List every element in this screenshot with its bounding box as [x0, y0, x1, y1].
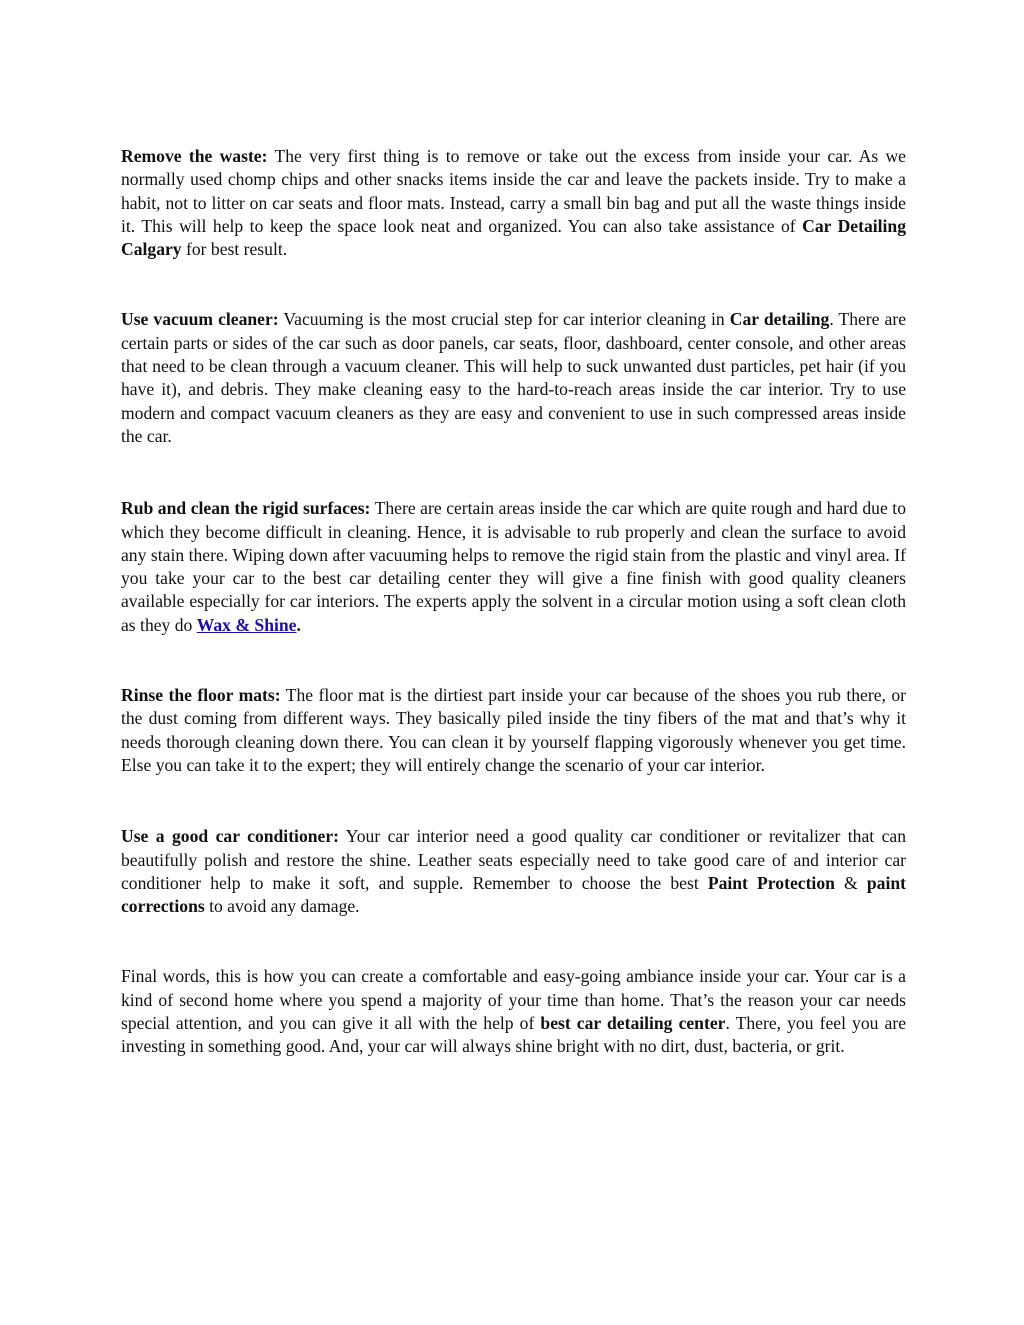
paragraph-text: There are certain areas inside the car which are quite rough and hard due to which they become difficult in cleaning. Hence, it is advisable to rub properly and clean the surface to avoid any stain there. Wiping down after vacuuming helps to remove the rigid stain from the plastic and vinyl area. If you take your car to the best car detailing center they will give a fine finish with good quality cleaners available especially for car interiors. The experts apply the solvent in a circular motion using a soft clean cloth as they do: [121, 498, 906, 635]
section-heading: Remove the waste:: [121, 146, 268, 166]
paragraph-rigid-surfaces: [121, 497, 906, 637]
document-page: [121, 145, 906, 1106]
paragraph-floor-mats: [121, 684, 906, 777]
paragraph-text: Your car interior need a good quality car conditioner or revitalizer that can beautifully polish and restore the shine. Leather seats especially need to take good care of and interior car conditioner help to make it soft, and supple. Remember to choose the best: [121, 826, 906, 893]
paragraph-text: . There are certain parts or sides of the car such as door panels, car seats, floor, dashboard, center console, and other areas that need to be clean through a vacuum cleaner. This will help to suck unwanted dust particles, pet hair (if you have it), and debris. They make cleaning easy to the hard-to-reach areas inside the car interior. Try to use modern and compact vacuum cleaners as they are easy and convenient to use in such compressed areas inside the car.: [121, 309, 907, 446]
paragraph-final-words: [121, 965, 906, 1058]
section-heading: Rinse the floor mats:: [121, 685, 281, 706]
bold-period: .: [296, 614, 301, 635]
bold-phrase: Car detailing: [729, 309, 830, 330]
paragraph-text: &: [834, 872, 867, 893]
section-heading: Rub and clean the rigid surfaces:: [121, 498, 371, 519]
paragraph-text: Final words, this is how you can create a comfortable and easy-going ambiance inside your car. Your car is a kind of second home where you spend a majority of your time than home. That’s the reason your car needs special attention, and you can give it all with the help of: [121, 966, 906, 1034]
paragraph-text: . There, you feel you are investing in something good. And, your car will always shine bright with no dirt, dust, bacteria, or grit.: [121, 1013, 907, 1057]
paragraph-text: to avoid any damage.: [204, 896, 360, 917]
section-heading: Use vacuum cleaner:: [121, 309, 279, 330]
wax-shine-link[interactable]: Wax & Shine: [196, 614, 297, 635]
paragraph-remove-waste: [121, 145, 906, 261]
paragraph-vacuum-cleaner: [121, 308, 906, 448]
bold-phrase: Car Detailing Calgary: [121, 215, 906, 260]
paragraph-text: The very first thing is to remove or take out the excess from inside your car. As we normally used chomp chips and other snacks items inside the car and leave the packets inside. Try to make a habit, not to litter on car seats and floor mats. Instead, carry a small bin bag and put all the waste things inside it. This will help to keep the space look neat and organized. You can also take assistance of: [121, 146, 906, 236]
bold-phrase: best car detailing center: [540, 1013, 726, 1034]
section-heading: Use a good car conditioner:: [121, 826, 340, 847]
paragraph-text: for best result.: [181, 239, 288, 260]
paragraph-car-conditioner: [121, 825, 906, 918]
paragraph-text: Vacuuming is the most crucial step for car interior cleaning in: [278, 309, 730, 330]
bold-phrase: paint corrections: [121, 872, 906, 917]
paragraph-text: The floor mat is the dirtiest part inside your car because of the shoes you rub there, or the dust coming from different ways. They basically piled inside the tiny fibers of the mat and that’s why it needs thorough cleaning down there. You can clean it by yourself flapping vigorously whenever you get time. Else you can take it to the expert; they will entirely change the scenario of your car interior.: [121, 685, 907, 775]
bold-phrase: Paint Protection: [707, 872, 835, 893]
